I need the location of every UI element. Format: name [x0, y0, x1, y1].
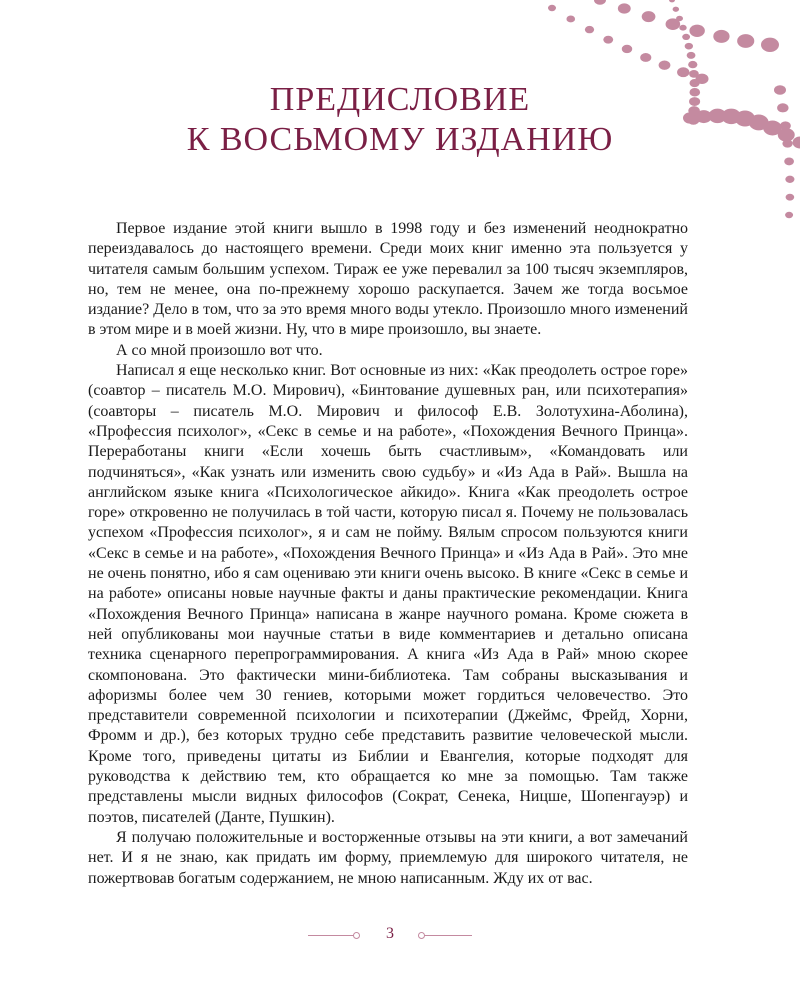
ornament-dot: [689, 70, 699, 78]
paragraph: Первое издание этой книги вышло в 1998 году и без изменений неоднократно переиздавалось до настоящего времени. Среди моих книг именно эта пользуется у читателя самым большим успехом. Тираж ее уже перевалил за 100 тысяч экземпляров, но, тем не менее, она по-прежнему хорошо раскупается. Зачем же тогда восьмое издание? Дело в том, что за это время много воды утекло. Произошло много изменений в этом мире и в моей жизни. Ну, что в мире произошло, вы знаете.: [88, 220, 688, 339]
ornament-dot: [713, 30, 729, 43]
title-line-2: К ВОСЬМОМУ ИЗДАНИЮ: [186, 121, 614, 158]
ornament-dot: [585, 26, 594, 33]
ornament-dot: [688, 61, 697, 68]
page-number: 3: [386, 925, 394, 942]
ornament-dot: [618, 3, 631, 13]
paragraph: Я получаю положительные и восторженные отзывы на эти книги, а вот замечаний нет. И я не знаю, как придать им форму, приемлемую для широкого читателя, не пожертвовав богатым содержанием, не мною написанным. Жду их от вас.: [88, 828, 688, 887]
paragraph: А со мной произошло вот что.: [116, 341, 323, 359]
ornament-dot: [785, 176, 794, 183]
ornament-dot: [786, 194, 795, 201]
page-footer: [0, 923, 800, 947]
ornament-dot: [603, 36, 613, 44]
ornament-dot: [622, 45, 633, 53]
ornament-dot: [737, 34, 754, 48]
preface-body: [88, 219, 688, 889]
ornament-dot: [685, 43, 693, 50]
footer-rule-right: [424, 935, 472, 936]
ornament-dot: [676, 16, 683, 22]
ornament-dot: [687, 52, 696, 59]
ornament-dot: [673, 7, 679, 12]
ornament-dot: [594, 0, 606, 5]
ornament-dot: [659, 60, 671, 69]
page-title: [0, 80, 800, 160]
footer-ornament-dot: [353, 932, 360, 939]
ornament-dot: [548, 5, 556, 11]
ornament-dot: [689, 25, 704, 37]
ornament-dot: [677, 67, 689, 77]
ornament-dot: [566, 15, 575, 22]
ornament-dot: [642, 11, 656, 22]
ornament-dot: [640, 53, 651, 62]
paragraph: Написал я еще несколько книг. Вот основные из них: «Как преодолеть острое горе» (соавтор – писатель М.О. Мирович), «Бинтование душевных ран, или психотерапия» (соавторы – писатель М.О. Мирович и философ Е.В. Золотухина-Аболина), «Профессия психолог», «Секс в семье и на работе», «Похождения Вечного Принца». Переработаны книги «Если хочешь быть счастливым», «Командовать или подчиняться», «Как узнать или изменить свою судьбу» и «Из Ада в Рай». Вышла на английском языке книга «Психологическое айкидо». Книга «Как преодолеть острое горе» откровенно не получилась в той части, которую писал я. Почему не пользовалась успехом «Профессия психолог», я и сам не пойму. Вялым спросом пользуются книги «Секс в семье и на работе», «Похождения Вечного Принца» и «Из Ада в Рай». Это мне не очень понятно, ибо я сам оцениваю эти книги очень высоко. В книге «Секс в семье и на работе» описаны новые научные факты и даны практические рекомендации. Книга «Похождения Вечного Принца» написана в жанре научного романа. Кроме сюжета в ней опубликованы мои научные статьи в виде комментариев и детально описана техника сценарного перепрограммирования. А книга «Из Ада в Рай» мною скорее скомпонована. Это фактически мини-библиотека. Там собраны высказывания и афоризмы более чем 30 гениев, которыми может гордиться человечество. Это представители современной психологии и психотерапии (Джеймс, Фрейд, Хорни, Фромм и др.), без которых трудно себе представить развитие человеческой мысли. Кроме того, приведены цитаты из Библии и Евангелия, которые подходят для руководства к действию тем, кто обращается ко мне за помощью. Там также представлены мысли видных философов (Сократ, Сенека, Ницше, Шопенгауэр) и поэтов, писателей (Данте, Пушкин).: [88, 362, 688, 826]
ornament-dot: [669, 0, 675, 2]
ornament-dot: [761, 38, 779, 52]
footer-rule-left: [308, 935, 358, 936]
title-line-1: ПРЕДИСЛОВИЕ: [269, 81, 531, 118]
ornament-dot: [785, 212, 793, 218]
ornament-dot: [682, 34, 690, 40]
ornament-dot: [679, 25, 686, 31]
